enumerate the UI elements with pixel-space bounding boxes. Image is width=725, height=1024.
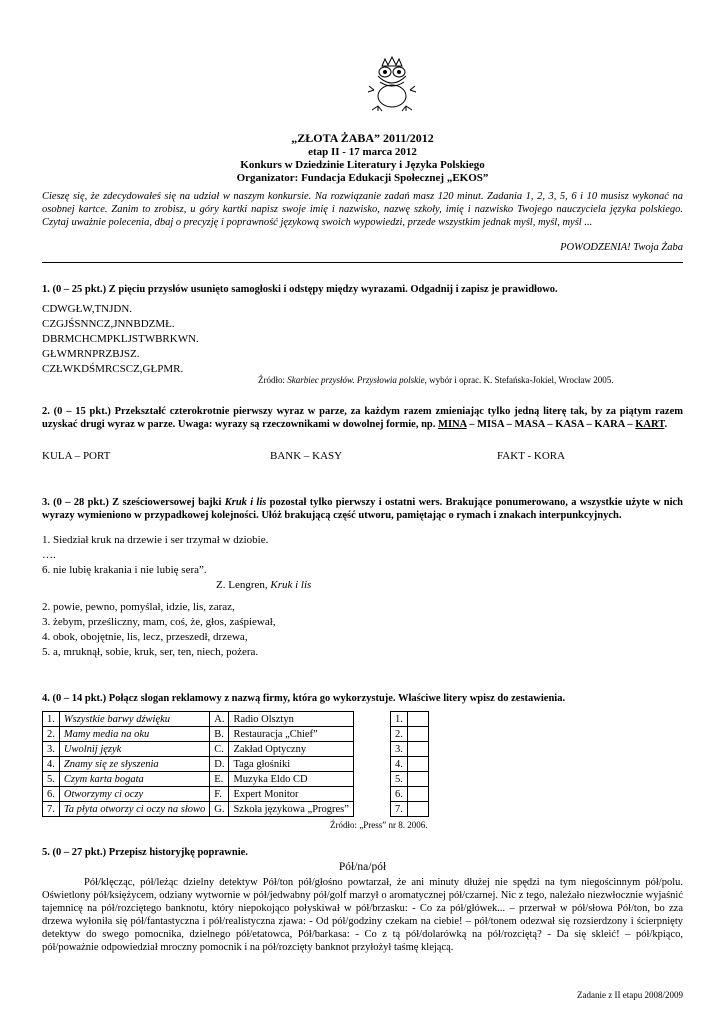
answer-cell[interactable] [407,772,428,787]
task4-heading: 4. (0 – 14 pkt.) Połącz slogan reklamowy z nazwą firmy, która go wykorzystuje. Właściwe litery wpisz do zestawienia. [42,693,566,704]
task1-source: Źródło: Skarbiec przysłów. Przysłowia polskie, wybór i oprac. K. Stefańska-Jokiel, Wrocław 2005. [258,375,614,385]
task3-words: 2. powie, pewno, pomyślał, idzie, lis, zaraz, [42,601,235,613]
table-row: 3. [391,742,429,757]
organizer: Organizator: Fundacja Edukacji Społecznej „EKOS” [236,172,489,184]
table-row: 2. [391,727,429,742]
answer-cell[interactable] [407,727,428,742]
task3-ellipsis: …. [42,549,56,561]
table-row: 5. [391,772,429,787]
task5-heading: 5. (0 – 27 pkt.) Przepisz historyjkę poprawnie. [42,847,248,858]
task2-heading: 2. (0 – 15 pkt.) Przekształć czterokrotnie pierwszy wyraz w parze, za każdym razem zmieniając tylko jedną literę tak, by za piątym razem uzyskać drugi wyraz w parze. Uwaga: wyrazy są rzeczownikami w dowolnej formie, np. MINA – MISA – MASA – KASA – KARA – KART. [42,406,683,430]
task1-heading: 1. (0 – 25 pkt.) Z pięciu przysłów usunięto samogłoski i odstępy między wyrazami. Odgadnij i zapisz je prawidłowo. [42,284,558,295]
answer-table [390,711,429,817]
task1-line: DBRMCHCMPKLJSTWBRKWN. [42,333,199,345]
table-row: 7. Ta płyta otworzy ci oczy na słowo G. Szkoła językowa „Progres” [43,802,354,817]
answer-cell[interactable] [407,742,428,757]
table-row: 6. Otworzymy ci oczy F. Expert Monitor [43,787,354,802]
stage-date: etap II - 17 marca 2012 [308,146,417,158]
contest-name: Konkurs w Dziedzinie Literatury i Języka Polskiego [240,159,485,171]
answer-cell[interactable] [407,757,428,772]
task3-heading: 3. (0 – 28 pkt.) Z sześciowersowej bajki Kruk i lis pozostał tylko pierwszy i ostatni wers. Brakujące ponumerowano, a wszystkie użyte w nich wyrazy wymieniono w przypadkowej kolejności. Ułóż brakującą część utworu, pamiętając o rymach i znakach interpunkcyjnych. [42,497,683,521]
frog-logo-icon [366,56,418,112]
table-row: 6. [391,787,429,802]
story-text: Pół/klęcząc, pół/leżąc dzielny detektyw Pół/ton pół/głośno powtarzał, że ani minuty dłużej nie spędzi na tym niegościnnym pół/polu. Oświetlony pół/księżycem, odziany wytwornie w pół/jedwabny pół/golf marzył o aromatycznej pół/czarnej. Nic z tego, należało niezwłocznie wyjaśnić tajemnicę na pół/rozciętego banknotu, który niepokojąco połyskiwał w pół/brzasku: - Co za pół/główek... – przerwał w pół/słowa Pół/ton, bo zza drzewa wyłoniła się pół/fantastyczna i pół/realistyczna zjawa: - Od pół/godziny czekam na ciebie! – pół/tonem odezwał się rozsierdzony i ścierpnięty detektyw do swego pomocnika, dzielnego pół/etatowca, Pół/barkasa: - Co z tą pół/dolarówką na pół/rozciętą? - Da się skleić! – pół/kpiąco, pół/poważnie odpowiedział mroczny pomocnik i na pół/rozcięty banknot przyłożył taśmę klejącą. [42,877,683,953]
task3-verse6: 6. nie lubię krakania i nie lubię sera”. [42,564,207,576]
task1-line: GŁWMRNPRZBJSZ. [42,348,140,360]
task3-words: 4. obok, obojętnie, lis, lecz, przeszedł, drzewa, [42,631,248,643]
task2-pair: KULA – PORT [42,450,111,462]
table-row: 4. Znamy się ze słyszenia D. Taga głośniki [43,757,354,772]
divider [42,262,683,263]
table-row: 5. Czym karta bogata E. Muzyka Eldo CD [43,772,354,787]
task1-line: CZGJŚSNNCZ,JNNBDZMŁ. [42,318,175,330]
intro-text: Cieszę się, że zdecydowałeś się na udział w naszym konkursie. Na rozwiązanie zadań masz 120 minut. Zadania 1, 2, 3, 5, 6 i 10 musisz wykonać na osobnej kartce. Zanim to zrobisz, u góry kartki napisz swoje imię i nazwisko, nazwę szkoły, imię i nazwisko Twojego nauczyciela języka polskiego. Czytaj uważnie polecenia, dbaj o precyzję i poprawność językową swoich wypowiedzi, przede wszystkim jednak myśl, myśl, myśl ... [42,191,683,228]
task2-pair: BANK – KASY [270,450,343,462]
story-title: Pół/na/pół [338,861,387,873]
contest-title: „ZŁOTA ŻABA” 2011/2012 [291,131,434,145]
task3-words: 3. żebym, prześliczny, mam, coś, że, głos, zaśpiewał, [42,616,276,628]
task3-author: Z. Lengren, Kruk i lis [216,579,312,591]
task4-source: Źródło: „Press” nr 8. 2006. [330,820,428,830]
answer-cell[interactable] [407,802,428,817]
answer-cell[interactable] [407,787,428,802]
table-row: 1. Wszystkie barwy dźwięku A. Radio Olsztyn [43,712,354,727]
table-row: 3. Uwolnij język C. Zakład Optyczny [43,742,354,757]
table-row: 2. Mamy media na oku B. Restauracja „Chief” [43,727,354,742]
table-row: 1. [391,712,429,727]
slogan-table [42,711,354,817]
task3-verse1: 1. Siedział kruk na drzewie i ser trzymał w dziobie. [42,534,269,546]
signoff: POWODZENIA! Twoja Żaba [560,242,683,253]
answer-cell[interactable] [407,712,428,727]
table-row: 7. [391,802,429,817]
footer-note: Zadanie z II etapu 2008/2009 [577,990,683,1000]
task3-words: 5. a, mruknął, sobie, kruk, ser, ten, niech, pożera. [42,646,259,658]
task2-pair: FAKT - KORA [497,450,566,462]
task1-line: CDWGŁW,TNJDN. [42,303,133,315]
table-row: 4. [391,757,429,772]
task1-line: CZŁWKDŚMRCSCZ,GŁPMR. [42,363,184,375]
